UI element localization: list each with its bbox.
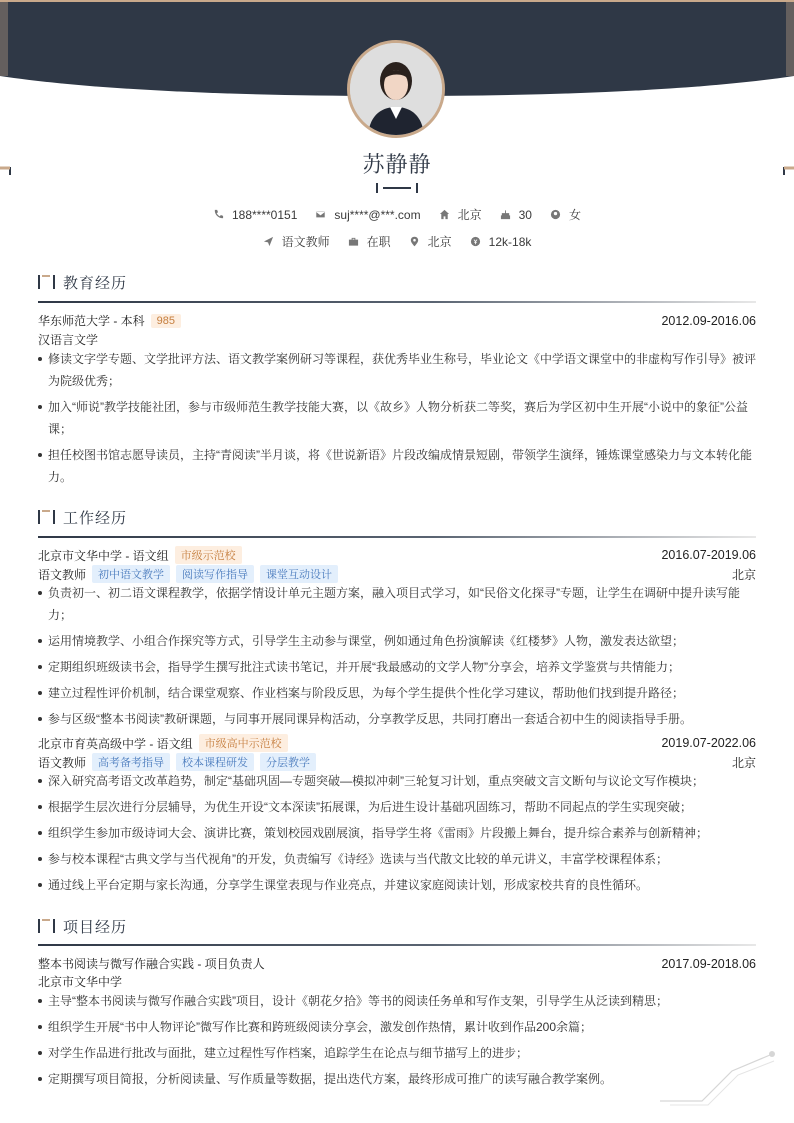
project-title: 整本书阅读与微写作融合实践 - 项目负责人 bbox=[38, 957, 265, 971]
age-text: 30 bbox=[518, 207, 532, 222]
list-item: 修读文字学专题、文学批评方法、语文教学案例研习等课程，获优秀毕业生称号，毕业论文《中学语文课堂中的非虚构写作引导》被评为院级优秀； bbox=[38, 348, 756, 392]
list-item: 定期组织班级读书会，指导学生撰写批注式读书笔记，并开展“我最感动的文学人物”分享会，培养文学鉴赏与共情能力； bbox=[38, 656, 756, 678]
salary-item bbox=[470, 235, 532, 249]
work-role: 语文教师 bbox=[38, 755, 87, 770]
skill-tag: 阅读写作指导 bbox=[176, 565, 254, 583]
list-item: 深入研究高考语文改革趋势，制定“基础巩固—专题突破—模拟冲刺”三轮复习计划，重点突破文言文断句与议论文写作模块； bbox=[38, 770, 756, 792]
hometown-text: 北京 bbox=[457, 208, 482, 222]
education-date: 2012.09-2016.06 bbox=[661, 313, 756, 328]
project-org: 北京市文华中学 bbox=[38, 975, 123, 989]
list-item: 担任校图书馆志愿导读员，主持“青阅读”半月谈，将《世说新语》片段改编成情景短剧，带领学生演绎，锤炼课堂感染力与文本转化能力。 bbox=[38, 444, 756, 488]
cake-icon bbox=[500, 209, 511, 220]
list-item: 通过线上平台定期与家长沟通，分享学生课堂表现与作业亮点，并建议家庭阅读计划，形成家校共育的良性循环。 bbox=[38, 874, 756, 896]
section-divider bbox=[38, 944, 756, 946]
skill-tag: 高考备考指导 bbox=[92, 753, 170, 771]
home-icon bbox=[439, 209, 450, 220]
list-item: 主导“整本书阅读与微写作融合实践”项目，设计《朝花夕拾》等书的阅读任务单和写作支架，引导学生从泛读到精思； bbox=[38, 990, 756, 1012]
candidate-name: 苏静静 bbox=[362, 152, 432, 177]
list-item: 根据学生层次进行分层辅导，为优生开设“文本深读”拓展课，为后进生设计基础巩固练习，帮助不同起点的学生实现突破； bbox=[38, 796, 756, 818]
section-title-education: 教育经历 bbox=[38, 272, 127, 292]
list-item: 负责初一、初二语文课程教学，依据学情设计单元主题方案，融入项目式学习，如“民俗文化探寻”专题，让学生在调研中提升读写能力； bbox=[38, 582, 756, 626]
section-mark-icon bbox=[38, 510, 56, 524]
work-date: 2016.07-2019.06 bbox=[661, 548, 756, 562]
phone-item bbox=[213, 208, 297, 222]
project-head bbox=[38, 955, 756, 972]
project-bullets bbox=[38, 990, 756, 1094]
school-tag: 985 bbox=[151, 314, 181, 328]
work-1-head bbox=[38, 734, 756, 752]
send-icon bbox=[263, 236, 274, 247]
section-divider bbox=[38, 301, 756, 303]
list-item: 组织学生开展“书中人物评论”微写作比赛和跨班级阅读分享会，激发创作热情，累计收到作品200余篇； bbox=[38, 1016, 756, 1038]
section-title-project: 项目经历 bbox=[38, 916, 127, 936]
contact-row bbox=[0, 206, 794, 223]
work-city: 北京 bbox=[731, 755, 756, 770]
job-intent-row bbox=[0, 233, 794, 250]
section-divider bbox=[38, 536, 756, 538]
target-city-text: 北京 bbox=[427, 235, 452, 249]
target-city-item bbox=[409, 233, 452, 250]
education-head bbox=[38, 312, 756, 329]
work-0-head bbox=[38, 546, 756, 564]
education-bullets bbox=[38, 348, 756, 492]
briefcase-icon bbox=[348, 236, 359, 247]
skill-tag: 初中语文教学 bbox=[92, 565, 170, 583]
work-org: 北京市文华中学 - 语文组 bbox=[38, 548, 169, 563]
list-item: 建立过程性评价机制，结合课堂观察、作业档案与阶段反思，为每个学生提供个性化学习建议，帮助他们找到提升路径； bbox=[38, 682, 756, 704]
school-name: 华东师范大学 - 本科 bbox=[38, 314, 145, 328]
phone-icon bbox=[213, 209, 224, 220]
education-major: 汉语言文学 bbox=[38, 333, 99, 347]
work-city: 北京 bbox=[731, 567, 756, 582]
project-date: 2017.09-2018.06 bbox=[661, 956, 756, 971]
portrait-icon bbox=[350, 43, 442, 135]
list-item: 对学生作品进行批改与面批，建立过程性写作档案，追踪学生在论点与细节描写上的进步； bbox=[38, 1042, 756, 1064]
work-date: 2019.07-2022.06 bbox=[661, 736, 756, 750]
target-job-item bbox=[263, 233, 330, 250]
work-0-bullets bbox=[38, 582, 756, 734]
gender-text: 女 bbox=[568, 208, 581, 222]
skill-tag: 校本课程研发 bbox=[176, 753, 254, 771]
hometown-item bbox=[439, 206, 482, 223]
section-title-work: 工作经历 bbox=[38, 507, 127, 527]
money-icon bbox=[470, 236, 481, 247]
list-item: 参与校本课程“古典文学与当代视角”的开发，负责编写《诗经》选读与当代散文比较的单元讲义，丰富学校课程体系； bbox=[38, 848, 756, 870]
email-item bbox=[315, 208, 420, 222]
status-text: 在职 bbox=[366, 235, 391, 249]
list-item: 参与区级“整本书阅读”教研课题，与同事开展同课异构活动，分享教学反思，共同打磨出一套适合初中生的阅读指导手册。 bbox=[38, 708, 756, 730]
section-mark-icon bbox=[38, 275, 56, 289]
list-item: 运用情境教学、小组合作探究等方式，引导学生主动参与课堂，例如通过角色扮演解读《红楼梦》人物，激发表达欲望； bbox=[38, 630, 756, 652]
age-item bbox=[500, 208, 532, 222]
gender-icon bbox=[550, 209, 561, 220]
target-job-text: 语文教师 bbox=[281, 235, 330, 249]
skill-tag: 分层教学 bbox=[260, 753, 316, 771]
phone-text: 188****0151 bbox=[231, 207, 298, 222]
work-0-role bbox=[38, 565, 756, 583]
name-divider bbox=[375, 182, 419, 194]
list-item: 定期撰写项目简报，分析阅读量、写作质量等数据，提出迭代方案，最终形成可推广的读写融合教学案例。 bbox=[38, 1068, 756, 1090]
work-tag: 市级示范校 bbox=[175, 546, 242, 564]
work-1-bullets bbox=[38, 770, 756, 900]
status-item bbox=[348, 233, 391, 250]
mail-icon bbox=[315, 209, 326, 220]
work-1-role bbox=[38, 753, 756, 771]
list-item: 组织学生参加市级诗词大会、演讲比赛，策划校园戏剧展演，指导学生将《雷雨》片段搬上舞台，提升综合素养与创新精神； bbox=[38, 822, 756, 844]
list-item: 加入“师说”教学技能社团，参与市级师范生教学技能大赛，以《故乡》人物分析获二等奖，赛后为学区初中生开展“小说中的象征”公益课； bbox=[38, 396, 756, 440]
work-org: 北京市育英高级中学 - 语文组 bbox=[38, 736, 193, 751]
avatar bbox=[347, 40, 445, 138]
work-role: 语文教师 bbox=[38, 567, 87, 582]
location-icon bbox=[409, 236, 420, 247]
email-text: suj****@***.com bbox=[334, 207, 421, 222]
skill-tag: 课堂互动设计 bbox=[260, 565, 338, 583]
work-tag: 市级高中示范校 bbox=[199, 734, 288, 752]
section-mark-icon bbox=[38, 919, 56, 933]
salary-text: 12k-18k bbox=[488, 234, 532, 249]
gender-item bbox=[550, 206, 581, 223]
corner-decoration bbox=[658, 1045, 780, 1107]
